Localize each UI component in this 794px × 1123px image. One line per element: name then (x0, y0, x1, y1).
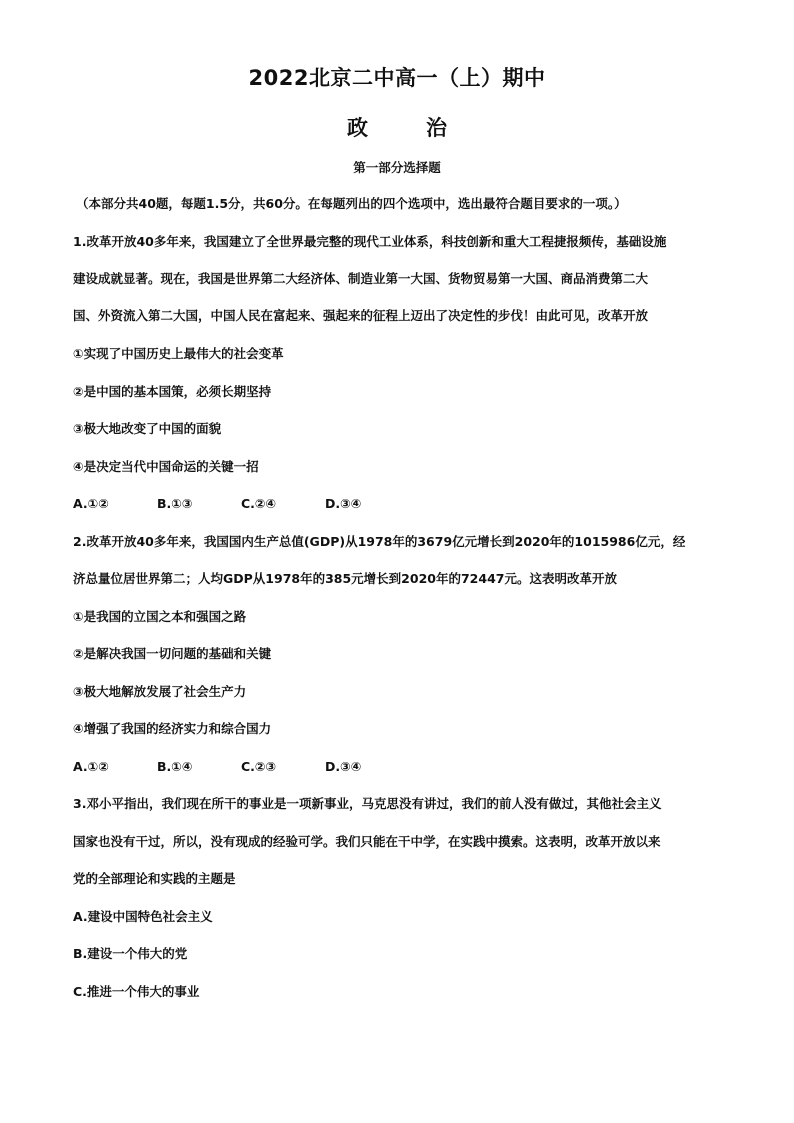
q3-stem-line-1: 3.邓小平指出，我们现在所干的事业是一项新事业，马克思没有讲过，我们的前人没有做过，其他社会主义 (73, 796, 662, 811)
q2-item-1: ①是我国的立国之本和强国之路 (73, 609, 247, 624)
q1-item-1: ①实现了中国历史上最伟大的社会变革 (73, 346, 284, 361)
q2-item-4: ④增强了我国的经济实力和综合国力 (73, 721, 272, 736)
instructions: （本部分共40题，每题1.5分，共60分。在每题列出的四个选项中，选出最符合题目要求的一项。） (76, 196, 627, 211)
q3-choice-a: A.建设中国特色社会主义 (73, 909, 213, 924)
q1-stem-line-3: 国、外资流入第二大国，中国人民在富起来、强起来的征程上迈出了决定性的步伐！由此可见，改革开放 (73, 308, 649, 323)
q3-stem-line-2: 国家也没有干过，所以，没有现成的经验可学。我们只能在干中学，在实践中摸索。这表明，改革开放以来 (73, 834, 661, 849)
q2-option-d: D.③④ (325, 759, 362, 774)
q1-stem-line-2: 建设成就显著。现在，我国是世界第二大经济体、制造业第一大国、货物贸易第一大国、商品消费第二大 (73, 271, 649, 286)
subject-title (0, 112, 794, 142)
q3-stem-line-3: 党的全部理论和实践的主题是 (73, 871, 236, 886)
q1-stem-line-1: 1.改革开放40多年来，我国建立了全世界最完整的现代工业体系，科技创新和重大工程捷报频传，基础设施 (73, 234, 667, 249)
q2-option-b: B.①④ (157, 759, 193, 774)
q1-option-d: D.③④ (325, 496, 362, 511)
subject-char-1: 政 (347, 116, 368, 140)
q2-stem-line-2: 济总量位居世界第二；人均GDP从1978年的385元增长到2020年的72447元。这表明改革开放 (73, 571, 617, 586)
part-heading: 第一部分选择题 (353, 160, 441, 175)
q1-option-c: C.②④ (241, 496, 277, 511)
q2-item-3: ③极大地解放发展了社会生产力 (73, 684, 247, 699)
q3-choice-b: B.建设一个伟大的党 (73, 946, 188, 961)
q2-option-a: A.①② (73, 759, 109, 774)
q1-item-4: ④是决定当代中国命运的关键一招 (73, 459, 259, 474)
subject-char-2: 治 (426, 116, 447, 140)
q2-item-2: ②是解决我国一切问题的基础和关键 (73, 646, 272, 661)
q1-options (73, 496, 409, 511)
q2-stem-line-1: 2.改革开放40多年来，我国国内生产总值(GDP)从1978年的3679亿元增长到2020年的1015986亿元，经 (73, 534, 686, 549)
q1-item-3: ③极大地改变了中国的面貌 (73, 421, 222, 436)
q1-option-a: A.①② (73, 496, 109, 511)
q2-option-c: C.②③ (241, 759, 277, 774)
exam-title: 2022北京二中高一（上）期中 (248, 66, 546, 90)
q3-choice-c: C.推进一个伟大的事业 (73, 984, 200, 999)
q2-options (73, 759, 409, 774)
q1-item-2: ②是中国的基本国策，必须长期坚持 (73, 384, 272, 399)
q1-option-b: B.①③ (157, 496, 193, 511)
